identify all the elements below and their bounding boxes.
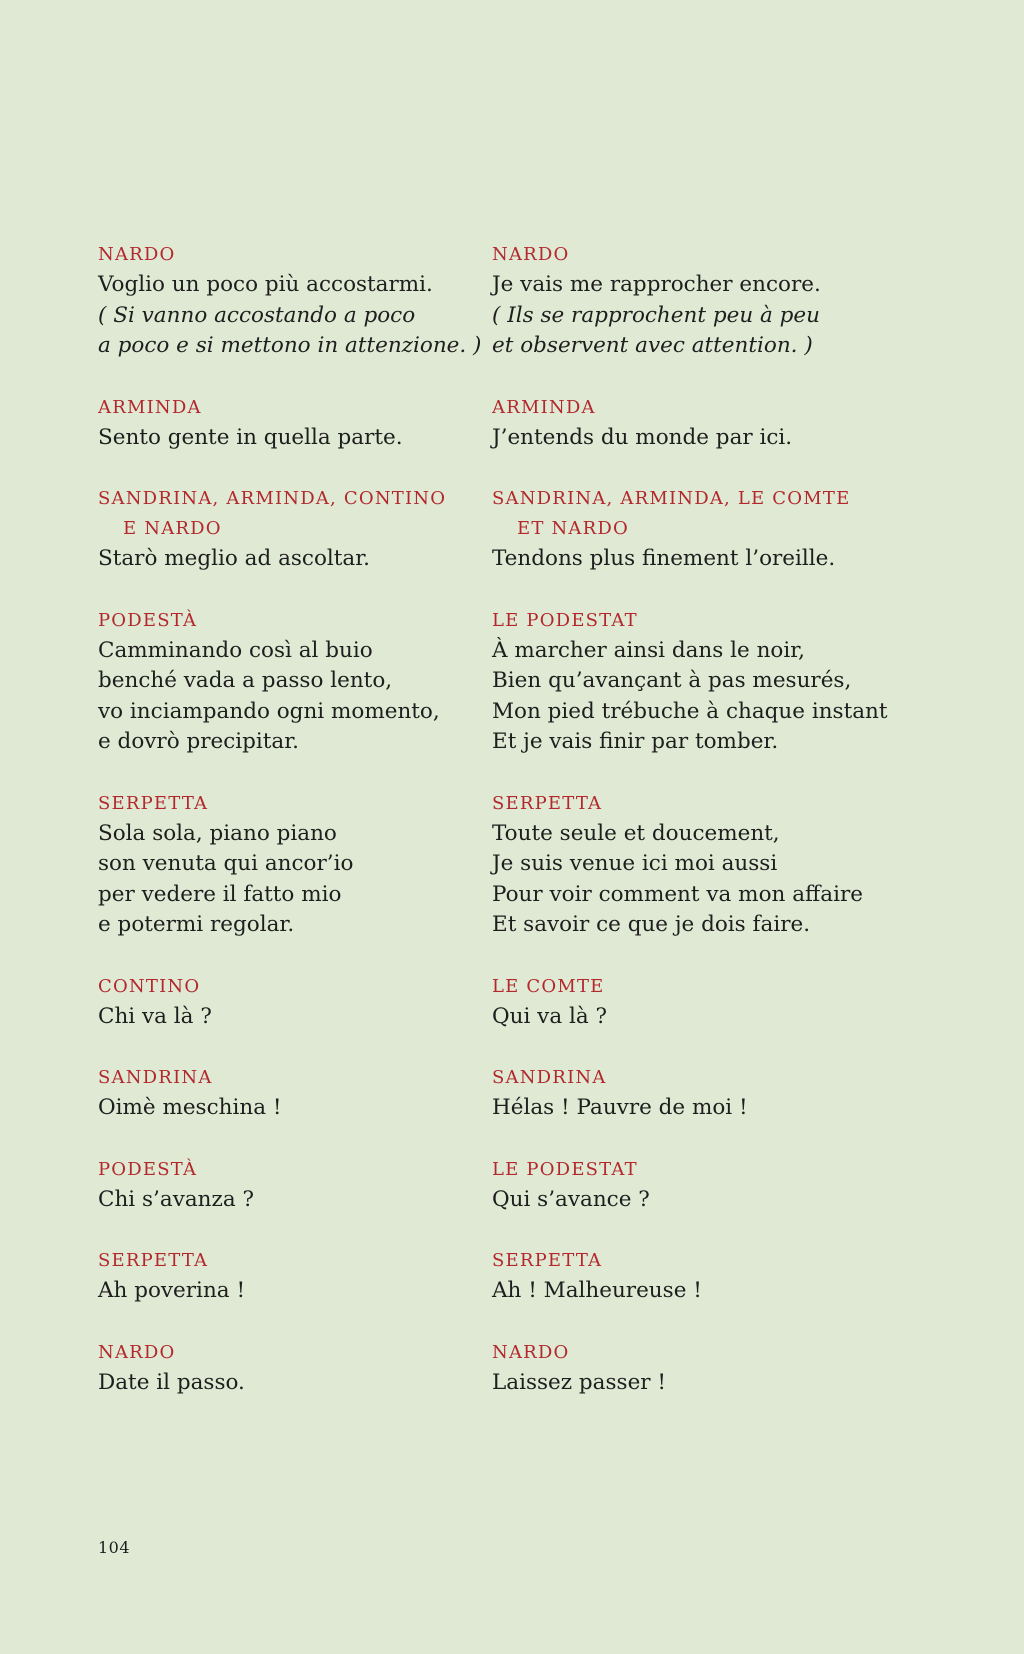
verse-line: À marcher ainsi dans le noir, (492, 637, 805, 663)
verse-line: benché vada a passo lento, (98, 668, 393, 693)
dialogue-block (492, 1246, 882, 1307)
speaker-label: SERPETTA (98, 792, 209, 814)
dialogue-block (492, 1155, 882, 1216)
verse-line: Oimè meschina ! (98, 1095, 282, 1120)
verse-line: Ah poverina ! (98, 1278, 246, 1303)
verse-line: Starò meglio ad ascoltar. (98, 546, 370, 571)
speaker-label: SANDRINA (98, 1067, 213, 1088)
speaker-name (492, 606, 882, 636)
dialogue-block (98, 972, 488, 1033)
speaker-name (98, 393, 488, 423)
speaker-label: NARDO (492, 244, 570, 265)
dialogue-block (98, 1063, 488, 1124)
speaker-name (98, 789, 488, 819)
speaker-name (492, 484, 882, 544)
verse-line: Date il passo. (98, 1369, 245, 1395)
verse-line: Je vais me rapprocher encore. (492, 272, 821, 297)
dialogue-block (492, 606, 888, 758)
verse-line: Chi s’avanza ? (98, 1186, 255, 1212)
dialogue-block (98, 484, 488, 575)
speaker-label: SANDRINA, ARMINDA, CONTINO (98, 488, 447, 509)
dialogue-block (492, 240, 882, 362)
french-column (492, 240, 888, 1429)
dialogue-block (98, 240, 488, 362)
speaker-label: LE PODESTAT (492, 609, 638, 631)
verse-line: e potermi regolar. (98, 912, 295, 937)
speaker-label-continued: E NARDO (123, 518, 222, 539)
verse-line: J’entends du monde par ici. (492, 424, 793, 450)
verse-line: Toute seule et doucement, (492, 820, 780, 846)
verse-line: Et savoir ce que je dois faire. (492, 912, 811, 937)
speaker-name (492, 1155, 882, 1185)
speaker-name (98, 240, 488, 270)
verse-line: Tendons plus finement l’oreille. (492, 546, 836, 571)
stage-direction: et observent avec attention. ) (492, 333, 813, 358)
verse-line: Qui s’avance ? (492, 1186, 650, 1212)
speaker-name (492, 1338, 882, 1368)
verse-line: Bien qu’avançant à pas mesurés, (492, 668, 852, 693)
verse-line: Chi va là ? (98, 1003, 212, 1029)
verse-line: Ah ! Malheureuse ! (492, 1278, 702, 1303)
verse-line: Laissez passer ! (492, 1369, 667, 1395)
page-number: 104 (98, 1538, 131, 1557)
speaker-name (492, 789, 882, 819)
speaker-name (98, 1338, 488, 1368)
speaker-name (492, 972, 882, 1002)
verse-line: per vedere il fatto mio (98, 881, 342, 907)
dialogue-block (98, 1338, 488, 1399)
speaker-label: LE COMTE (492, 975, 605, 997)
verse-line: son venuta qui ancor’io (98, 851, 354, 876)
stage-direction: ( Si vanno accostando a poco (98, 302, 416, 328)
speaker-label: NARDO (98, 1341, 176, 1363)
dialogue-block (98, 789, 488, 941)
speaker-label: SANDRINA, ARMINDA, LE COMTE (492, 488, 851, 509)
speaker-name (492, 1246, 882, 1276)
dialogue-block (492, 1063, 882, 1124)
italian-column (98, 240, 488, 1429)
speaker-label: SERPETTA (492, 792, 603, 814)
stage-direction: ( Ils se rapprochent peu à peu (492, 302, 820, 328)
dialogue-block (492, 972, 882, 1033)
speaker-label-continued: ET NARDO (517, 518, 629, 539)
speaker-name (98, 1155, 488, 1185)
speaker-name (98, 606, 488, 636)
speaker-label: LE PODESTAT (492, 1158, 638, 1180)
speaker-label: CONTINO (98, 975, 201, 997)
speaker-label: SERPETTA (98, 1250, 209, 1271)
dialogue-block (98, 1246, 488, 1307)
verse-line: Je suis venue ici moi aussi (492, 851, 778, 876)
speaker-label: NARDO (98, 244, 176, 265)
speaker-name (492, 1063, 882, 1093)
speaker-label: PODESTÀ (98, 1158, 198, 1180)
speaker-name (98, 972, 488, 1002)
verse-line: Pour voir comment va mon affaire (492, 881, 863, 907)
verse-line: Hélas ! Pauvre de moi ! (492, 1095, 748, 1120)
verse-line: Sola sola, piano piano (98, 820, 337, 846)
speaker-name (98, 1246, 488, 1276)
verse-line: Voglio un poco più accostarmi. (98, 272, 433, 297)
speaker-label: SERPETTA (492, 1250, 603, 1271)
speaker-label: PODESTÀ (98, 609, 198, 631)
dialogue-block (98, 393, 488, 454)
speaker-name (492, 393, 882, 423)
verse-line: Mon pied trébuche à chaque instant (492, 698, 888, 724)
speaker-name (492, 240, 882, 270)
speaker-name (98, 484, 488, 544)
dialogue-block (98, 1155, 488, 1216)
verse-line: Et je vais finir par tomber. (492, 729, 779, 754)
verse-line: Qui va là ? (492, 1003, 608, 1029)
speaker-label: ARMINDA (98, 396, 202, 418)
speaker-label: ARMINDA (492, 396, 596, 418)
stage-direction: a poco e si mettono in attenzione. ) (98, 333, 482, 358)
dialogue-block (492, 789, 882, 941)
speaker-label: NARDO (492, 1341, 570, 1363)
speaker-name (98, 1063, 488, 1093)
dialogue-block (492, 484, 882, 575)
dialogue-block (98, 606, 488, 758)
verse-line: Camminando così al buio (98, 637, 373, 663)
verse-line: Sento gente in quella parte. (98, 424, 403, 450)
verse-line: vo inciampando ogni momento, (98, 698, 440, 724)
speaker-label: SANDRINA (492, 1067, 607, 1088)
dialogue-block (492, 1338, 882, 1399)
verse-line: e dovrò precipitar. (98, 729, 299, 754)
dialogue-block (492, 393, 882, 454)
